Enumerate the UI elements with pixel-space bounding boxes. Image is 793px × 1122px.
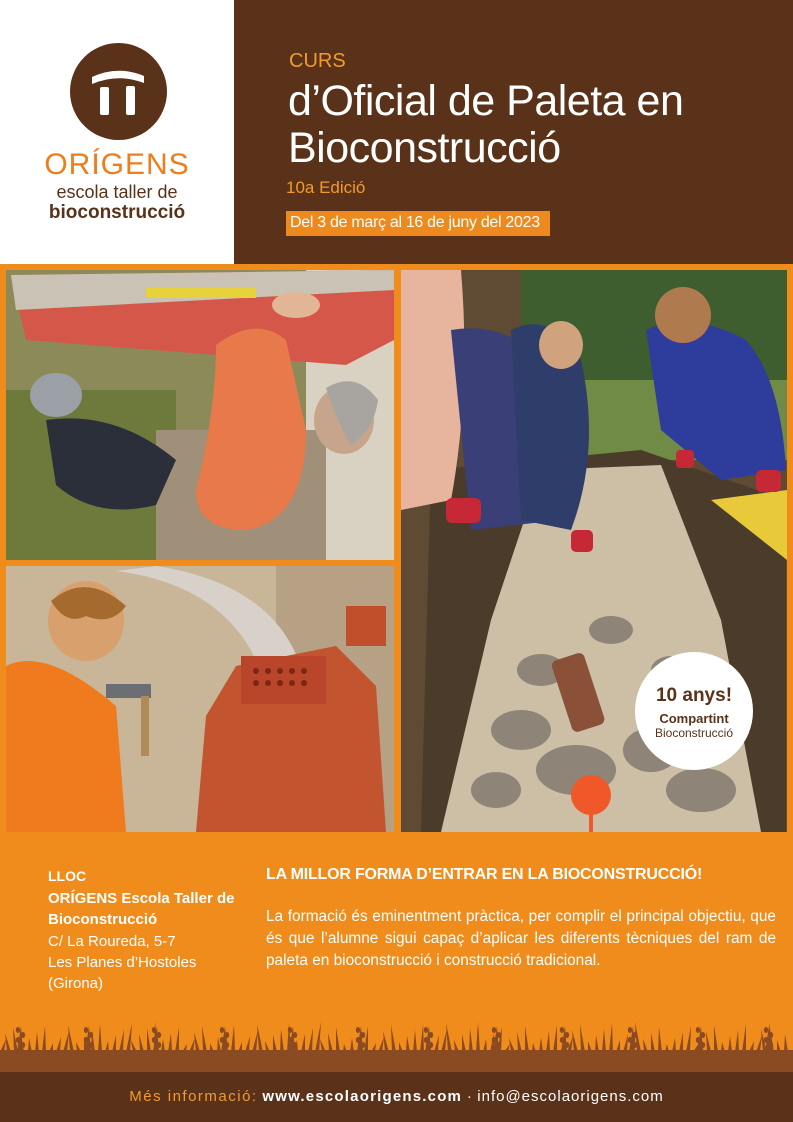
location-address <box>48 931 238 994</box>
location-label: LLOC <box>48 868 87 884</box>
badge-title: 10 anys! <box>655 685 733 706</box>
badge-subtitle: Compartint <box>659 711 729 726</box>
grass-decoration-icon <box>0 1012 793 1074</box>
website-link[interactable]: www.escolaorigens.com <box>262 1088 463 1105</box>
location-name: ORÍGENS Escola Taller de Bioconstrucció <box>48 890 235 928</box>
course-dates: Del 3 de març al 16 de juny del 2023 <box>286 211 550 236</box>
footer <box>0 1072 793 1122</box>
photo-lintel-work <box>6 270 394 560</box>
info-body: La formació és eminentment pràctica, per complir el principal objectiu, que és que l’alumne sigui capaç d’aplicar les diferents tècniques del ram de paleta en bioconstrucció i construcció tradicional. <box>266 908 776 969</box>
contact-label: Més informació: <box>129 1088 258 1105</box>
dolmen-logo-icon <box>70 43 167 140</box>
title-panel <box>234 0 793 264</box>
brand-name: ORÍGENS <box>44 148 190 181</box>
contact-separator: · <box>466 1088 473 1105</box>
logo-panel <box>0 0 234 264</box>
contact-line <box>0 1088 793 1105</box>
email-link[interactable]: info@escolaorigens.com <box>477 1088 664 1105</box>
course-kicker: CURS <box>289 50 346 72</box>
course-title: d’Oficial de Paleta en Bioconstrucció <box>288 77 684 172</box>
anniversary-badge <box>635 652 753 770</box>
info-headline: LA MILLOR FORMA D’ENTRAR EN LA BIOCONSTRUCCIÓ! <box>266 866 703 883</box>
course-edition: 10a Edició <box>286 178 366 197</box>
address-line: Les Planes d’Hostoles <box>48 954 197 971</box>
photo-brick-arch <box>6 566 394 832</box>
address-line: (Girona) <box>48 975 104 992</box>
address-line: C/ La Roureda, 5-7 <box>48 933 176 950</box>
badge-caption: Bioconstrucció <box>654 726 734 740</box>
brand-subtitle-bold: bioconstrucció <box>48 202 186 223</box>
brand-subtitle: escola taller de <box>56 182 178 202</box>
